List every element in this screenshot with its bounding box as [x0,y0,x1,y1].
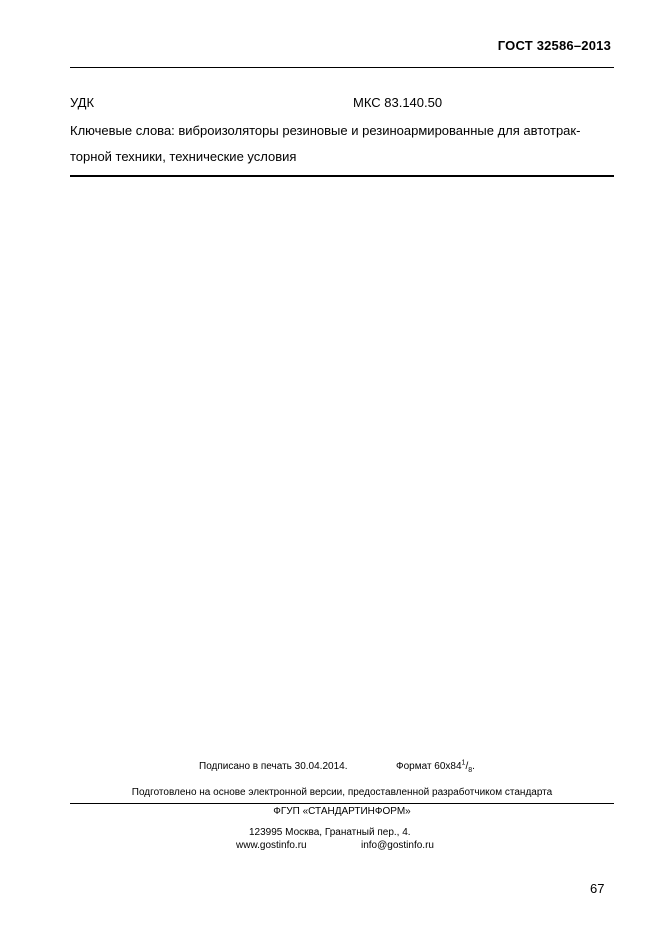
keywords-line-1: Ключевые слова: виброизоляторы резиновые и резиноармированные для автотрак- [70,123,581,138]
format-text: Формат 60x84 [396,761,462,772]
publisher-website[interactable]: www.gostinfo.ru [236,840,307,851]
publisher-email[interactable]: info@gostinfo.ru [361,840,434,851]
signed-date: Подписано в печать 30.04.2014. [199,761,348,772]
imprint-rule [70,803,614,804]
format-label: Формат $60x84^1/_8$. [396,759,475,774]
udk-label: УДК [70,95,95,110]
publisher-name: ФГУП «СТАНДАРТИНФОРМ» [273,806,411,817]
page-number: 67 [590,881,605,896]
mks-label: МКС 83.140.50 [353,95,443,110]
keywords-line-2: торной техники, технические условия [70,149,297,164]
format-end: . [472,761,475,772]
format-sub: 8 [468,767,473,774]
prepared-note: Подготовлено на основе электронной версии, предоставленной разработчиком стандарта [131,787,553,798]
publisher-address: 123995 Москва, Гранатный пер., 4. [249,827,411,838]
standard-code: ГОСТ 32586–2013 [497,38,611,53]
keywords-rule [70,175,614,177]
format-sup: 1 [461,759,466,767]
header-rule [70,67,614,68]
